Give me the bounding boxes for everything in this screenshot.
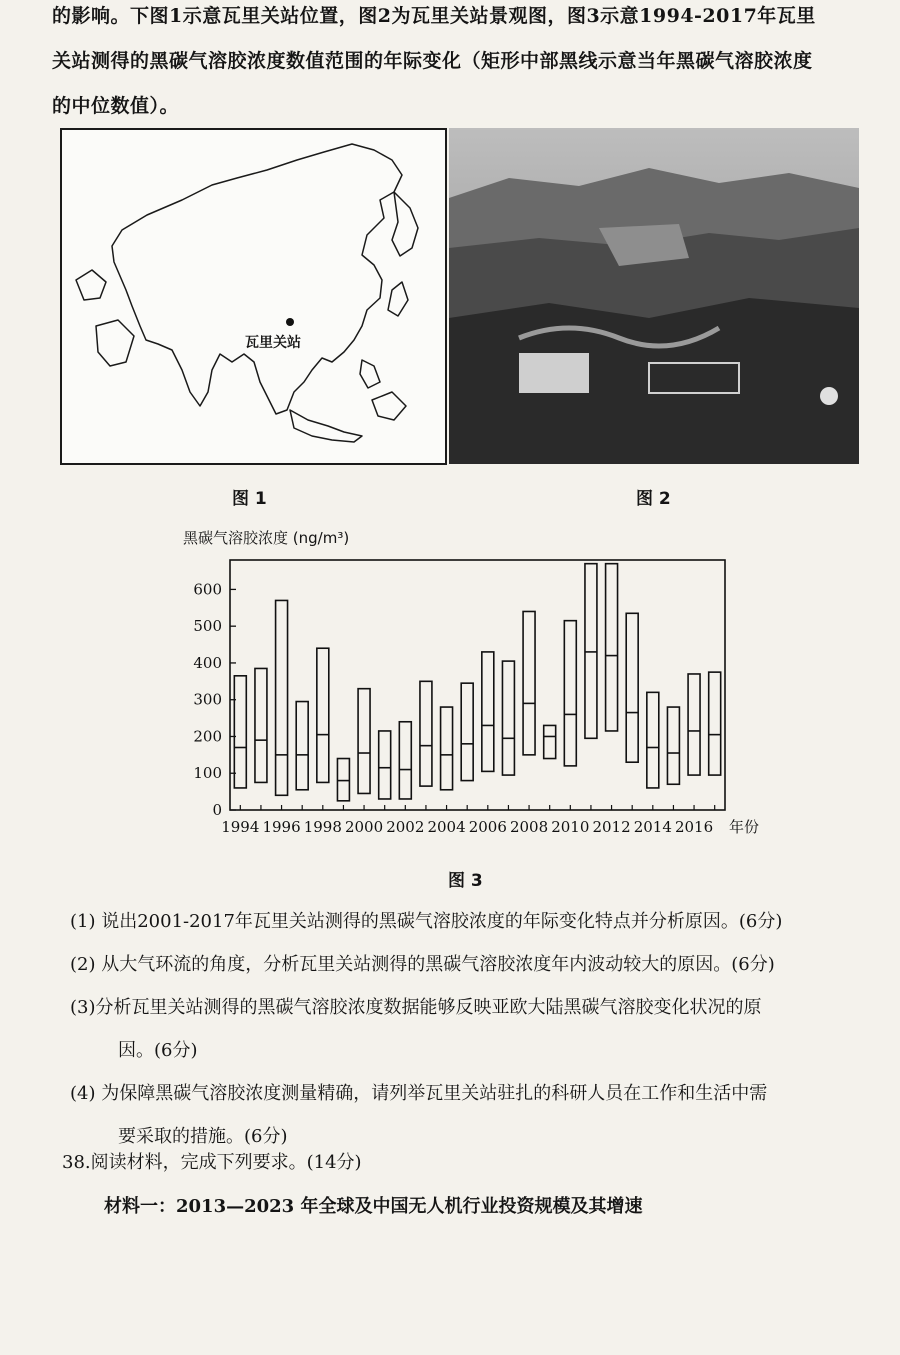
station-label: 瓦里关站: [245, 335, 301, 351]
range-box-2008: [523, 611, 535, 754]
y-tick-label: 600: [193, 580, 222, 599]
range-box-1996: [276, 600, 288, 795]
range-box-1998: [317, 648, 329, 782]
y-tick-label: 300: [193, 690, 222, 709]
y-tick-label: 400: [193, 653, 222, 672]
figure1-caption: 图 1: [232, 489, 267, 509]
range-box-2015: [667, 707, 679, 784]
intro-line: 的中位数值）。: [52, 95, 180, 117]
y-tick-label: 0: [212, 801, 222, 819]
question-2: (2) 从大气环流的角度，分析瓦里关站测得的黑碳气溶胶浓度年内波动较大的原因。(6分): [70, 954, 775, 975]
range-box-1999: [337, 759, 349, 801]
figure2-photo: [449, 128, 859, 464]
x-tick-label: 2016: [674, 818, 714, 836]
x-tick-label: 2004: [427, 818, 466, 836]
figure2-caption: 图 2: [636, 489, 671, 509]
range-box-2005: [461, 683, 473, 780]
plot-frame: [230, 560, 725, 810]
question-1: (1) 说出2001-2017年瓦里关站测得的黑碳气溶胶浓度的年际变化特点并分析原因。(6分): [70, 911, 783, 932]
y-tick-label: 500: [193, 617, 222, 636]
question-3: (3)分析瓦里关站测得的黑碳气溶胶浓度数据能够反映亚欧大陆黑碳气溶胶变化状况的原: [70, 997, 762, 1018]
range-box-1994: [234, 676, 246, 788]
question-list: [70, 900, 885, 1158]
question-4-continued: 要采取的措施。(6分): [118, 1126, 288, 1147]
chart-svg: [170, 555, 760, 845]
question-38: 38.阅读材料，完成下列要求。(14分): [62, 1152, 362, 1173]
range-box-2001: [379, 731, 391, 799]
figure1-map: [60, 128, 447, 465]
x-tick-label: 1996: [262, 818, 301, 836]
landscape-photo-illustration: [449, 128, 859, 464]
range-box-2004: [441, 707, 453, 790]
range-box-1997: [296, 702, 308, 790]
range-box-2007: [502, 661, 514, 775]
range-box-2000: [358, 689, 370, 794]
question-3-continued: 因。(6分): [118, 1040, 198, 1061]
range-box-2002: [399, 722, 411, 799]
x-tick-label: 2000: [344, 818, 384, 836]
chart-y-axis-title: 黑碳气溶胶浓度 (ng/m³): [183, 529, 350, 547]
range-box-2006: [482, 652, 494, 771]
range-box-2012: [606, 564, 618, 731]
station-marker: [286, 318, 294, 326]
x-tick-label: 1998: [303, 818, 342, 836]
range-box-2017: [709, 672, 721, 775]
x-tick-label: 2002: [386, 818, 425, 836]
range-box-2014: [647, 692, 659, 788]
x-tick-label: 2010: [551, 818, 590, 836]
intro-line: 关站测得的黑碳气溶胶浓度数值范围的年际变化（矩形中部黑线示意当年黑碳气溶胶浓度: [52, 50, 813, 72]
range-box-2010: [564, 621, 576, 766]
x-tick-label: 2012: [592, 818, 631, 836]
x-tick-label: 1994: [221, 818, 260, 836]
figure3-caption: 图 3: [448, 871, 483, 891]
intro-line: 的影响。下图1示意瓦里关站位置，图2为瓦里关站景观图，图3示意1994-2017年瓦里: [52, 5, 816, 27]
material-1-title: 材料一：2013—2023 年全球及中国无人机行业投资规模及其增速: [104, 1196, 643, 1217]
x-tick-label: 2006: [468, 818, 507, 836]
figure3-chart: [170, 555, 760, 845]
range-box-1995: [255, 668, 267, 782]
range-box-2016: [688, 674, 700, 775]
y-tick-label: 200: [193, 727, 222, 746]
x-axis-unit-label: 年份: [729, 818, 760, 836]
intro-text: [52, 0, 887, 129]
range-box-2003: [420, 681, 432, 786]
x-tick-label: 2014: [633, 818, 672, 836]
x-tick-label: 2008: [509, 818, 549, 836]
range-box-2009: [544, 725, 556, 758]
asia-map-illustration: [62, 130, 445, 463]
question-4: (4) 为保障黑碳气溶胶浓度测量精确，请列举瓦里关站驻扎的科研人员在工作和生活中需: [70, 1083, 768, 1104]
range-box-2011: [585, 564, 597, 739]
range-box-2013: [626, 613, 638, 762]
y-tick-label: 100: [193, 764, 222, 783]
